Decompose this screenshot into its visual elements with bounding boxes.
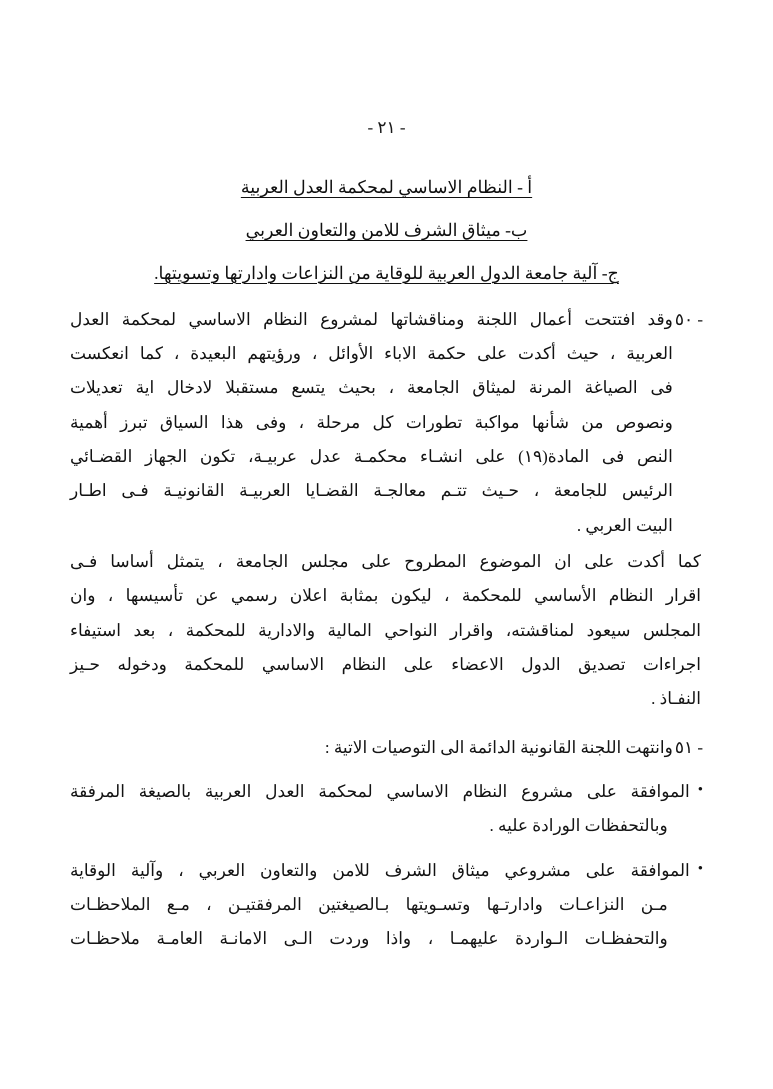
paragraph-50 <box>70 303 703 543</box>
bullet-2-line-1: الموافقة على مشروعي ميثاق الشرف للامن والتعاون العربي ، وآلية الوقاية <box>70 860 690 880</box>
bullet-marker-1: • <box>697 781 703 798</box>
bullet-item-2 <box>70 854 703 957</box>
paragraph-50-line-7: البيت العربي . <box>576 515 673 535</box>
paragraph-50-line-2: العربية ، حيث أكدت على حكمة الاباء الأوائل ، ورؤيتهم البعيدة ، كما انعكست <box>70 343 673 363</box>
paragraph-51-line-1: وانتهت اللجنة القانونية الدائمة الى التوصيات الاتية : <box>324 737 673 757</box>
page-number: - ٢١ - <box>367 118 406 137</box>
heading-b-text: ب- ميثاق الشرف للامن والتعاون العربي <box>245 219 528 240</box>
bullet-2-line-3: والتحفظـات الـواردة عليهمـا ، واذا وردت الـى الامانـة العامـة ملاحظـات <box>70 929 668 949</box>
heading-a-text: أ - النظام الاساسي لمحكمة العدل العربية <box>240 177 533 197</box>
paragraph-51 <box>70 731 703 765</box>
paragraph-continued-line-5: النفـاذ . <box>651 689 701 709</box>
bullet-1-line-2: وبالتحفظات الورادة عليه . <box>489 816 668 836</box>
paragraph-51-body <box>70 731 673 765</box>
heading-item-b <box>70 209 703 252</box>
paragraph-continued-line-2: اقرار النظام الأساسي للمحكمة ، ليكون بمثابة اعلان رسمي عن تأسيسها ، وان <box>70 586 701 606</box>
paragraph-continued-line-4: اجراءات تصديق الدول الاعضاء على النظام الاساسي للمحكمة ودخوله حـيز <box>70 654 701 674</box>
paragraph-50-number: - ٥٠ <box>674 309 703 329</box>
body-text <box>70 303 703 957</box>
bullet-2-line-2: مـن النزاعـات وادارتـها وتسـويتها بـالصيغتين المرفقتيـن ، مـع الملاحظـات <box>70 894 668 914</box>
bullet-body-2 <box>70 854 690 957</box>
paragraph-50-line-5: النص فى المادة(١٩) على انشـاء محكمـة عدل عربيـة، تكون الجهاز القضـائي <box>70 446 673 466</box>
paragraph-continued-line-1: كما أكدت على ان الموضوع المطروح على مجلس الجامعة ، يتمثل أساسا فـى <box>70 551 701 571</box>
bullet-body-1 <box>70 775 690 844</box>
bullet-marker-2: • <box>697 860 703 877</box>
heading-item-a <box>70 166 703 209</box>
paragraph-50-body <box>70 303 673 543</box>
headings-block <box>70 166 703 295</box>
bullet-1-line-1: الموافقة على مشروع النظام الاساسي لمحكمة العدل العربية بالصيغة المرفقة <box>70 781 690 801</box>
paragraph-continued-body <box>70 545 701 717</box>
paragraph-continued-line-3: المجلس سيعود لمناقشته، واقرار النواحي المالية والادارية للمحكمة ، بعد استيفاء <box>70 620 701 640</box>
paragraph-50-line-4: ونصوص من شأنها مواكبة تطورات كل مرحلة ، وفى هذا السياق تبرز أهمية <box>70 412 673 432</box>
paragraph-50-line-1: وقد افتتحت أعمال اللجنة ومناقشاتها لمشروع النظام الاساسي لمحكمة العدل <box>70 309 673 329</box>
heading-c-text: ج- آلية جامعة الدول العربية للوقاية من النزاعات وادارتها وتسويتها. <box>154 262 619 283</box>
paragraph-50-line-6: الرئيس للجامعة ، حـيث تتـم معالجـة القضـايا العربيـة القانونيـة فـى اطـار <box>70 481 673 501</box>
bullet-item-1 <box>70 775 703 844</box>
paragraph-50-line-3: فى الصياغة المرنة لميثاق الجامعة ، بحيث يتسع مستقبلا لادخال اية تعديلات <box>70 378 673 398</box>
paragraph-continued <box>70 545 703 717</box>
heading-item-c <box>70 252 703 295</box>
paragraph-51-number: - ٥١ <box>674 737 703 757</box>
